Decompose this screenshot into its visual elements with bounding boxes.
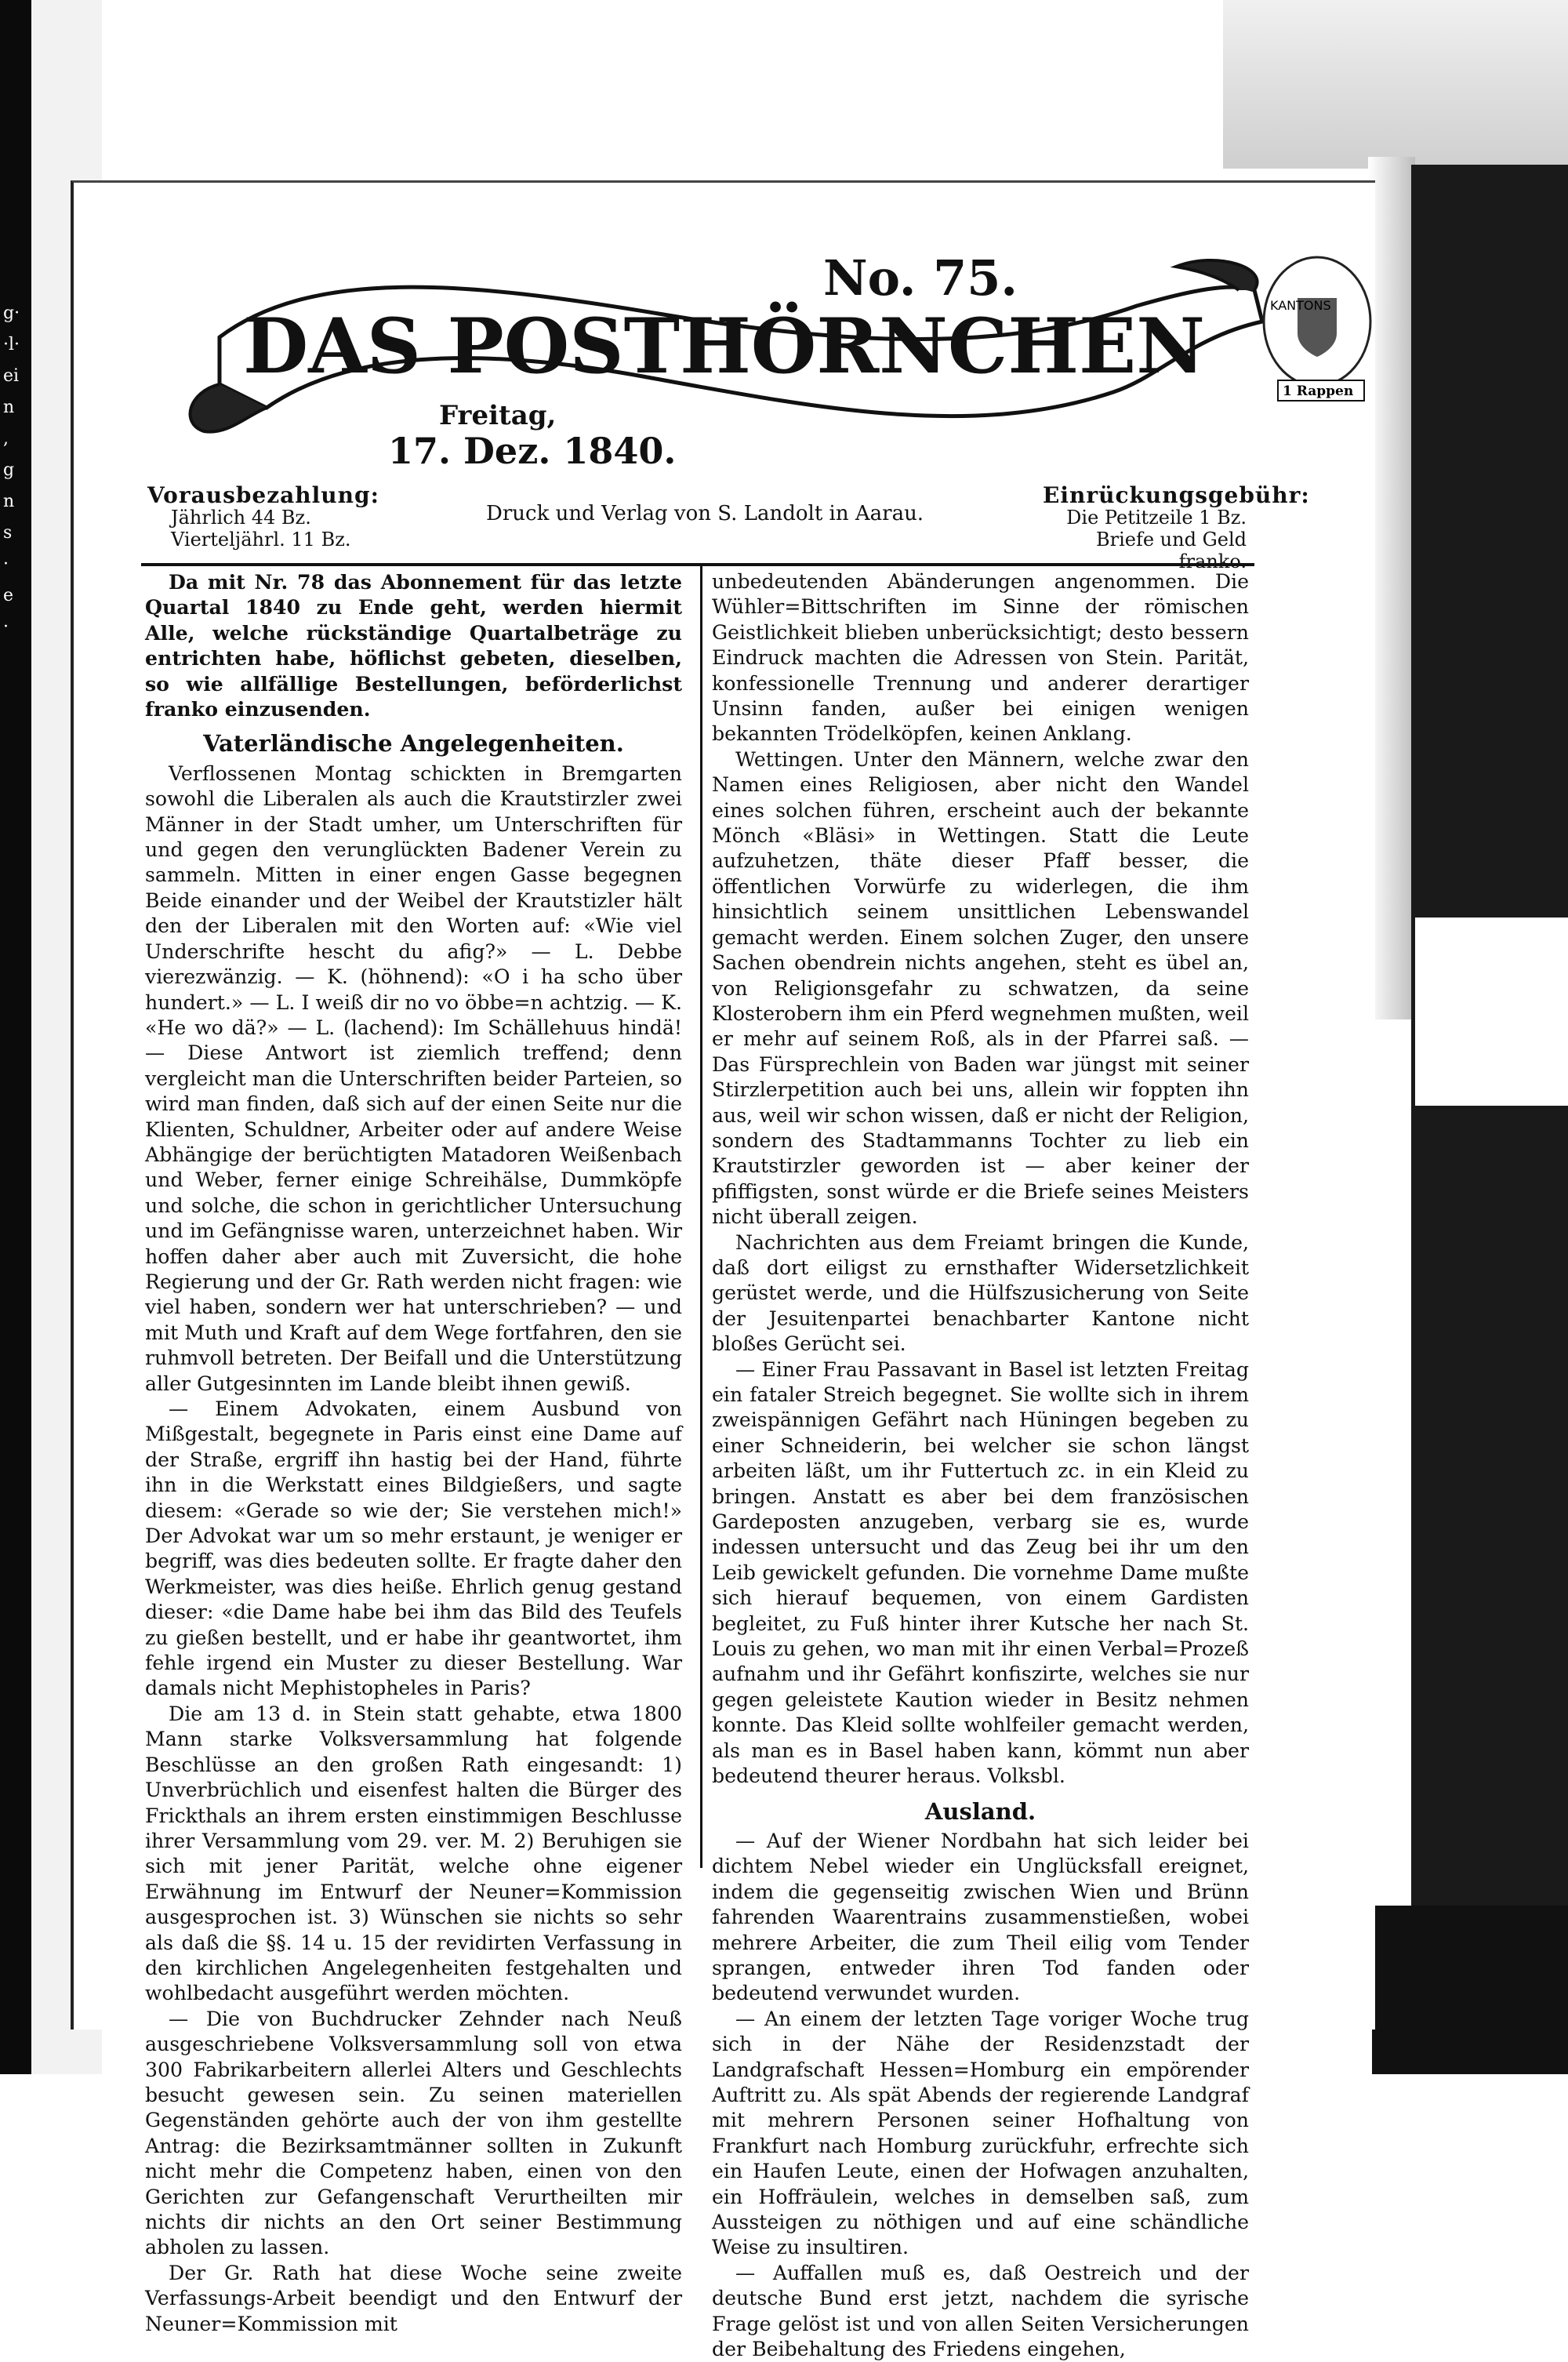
section-heading-abroad: Ausland. bbox=[924, 1797, 1036, 1825]
subscription-notice: Da mit Nr. 78 das Abonnement für das letzte Quartal 1840 zu Ende geht, werden hiermit Alle, welche rückständige Quartalbeträge zu entrichten habe, höflichst gebeten, dieselben, so wie allfällige Bestellungen, beförderlichst franko einzusenden. bbox=[145, 570, 682, 721]
scan-paper-strip bbox=[1415, 918, 1568, 1106]
article-paragraph: — Auffallen muß es, daß Oestreich und der deutsche Bund erst jetzt, nachdem die syrische Frage gelöst ist und von allen Seiten Versicherungen der Beibehaltung des Friedens eingehen, bbox=[712, 2261, 1249, 2361]
subscription-quarterly: Vierteljährl. 11 Bz. bbox=[171, 529, 351, 551]
left-column bbox=[145, 569, 682, 2337]
fragment: ei bbox=[3, 366, 20, 386]
stamp-label-top: KANTONS bbox=[1270, 298, 1331, 313]
article-paragraph: Verflossenen Montag schickten in Bremgarten sowohl die Liberalen als auch die Krautstirzler zwei Männer in der Stadt umher, um Unterschriften für und gegen den verunglückten Badener Verein zu sammeln. Mitten in einer engen Gasse begegnen Beide einander und der Weibel der Krautstizler hält den der Liberalen mit den Worten auf: «Wie viel Underschrifte hescht du afig?» — L. Debbe vierezwänzig. — K. (höhnend): «O i ha scho über hundert.» — L. I weiß dir no vo öbbe=n achtzig. — K. «He wo dä?» — L. (lachend): Im Schällehuus hindä! — Diese Antwort ist ziemlich treffend; denn vergleicht man die Unterschriften beider Parteien, so wird man finden, daß sich auf der einen Seite nur die Klienten, Schuldner, Arbeiter oder auf andere Weise Abhängige der berüchtigten Matadoren Weißenbach und Weber, ferner einige Schreihälse, Dummköpfe und solche, die schon in gerichtlicher Untersuchung und im Gefängnisse waren, unterzeichnet haben. Wir hoffen daher aber auch mit Zuversicht, die hohe Regierung und der Gr. Rath werden nicht fragen: wie viel haben, sondern wer hat unterschrieben? — und mit Muth und Kraft auf dem Wege fortfahren, den sie ruhmvoll betreten. Der Beifall und die Unterstützung aller Gutgesinnten im Lande bleibt ihnen gewiß. bbox=[145, 761, 682, 1395]
scan-shadow-top-right bbox=[1223, 0, 1568, 169]
article-paragraph: — Auf der Wiener Nordbahn hat sich leider bei dichtem Nebel wieder ein Unglücksfall ereignet, indem die gegenseitig zwischen Wien und Brünn fahrenden Waarentrains zusammenstießen, wobei mehrere Arbeiter, die zum Theil eilig vom Tender sprangen, entweder ihren Tod fanden oder bedeutend verwundet wurden. bbox=[712, 1829, 1249, 2005]
tax-stamp bbox=[1254, 251, 1372, 408]
fragment: s bbox=[3, 523, 13, 543]
scan-edge-left bbox=[0, 0, 31, 2074]
scan-edge-right bbox=[1411, 165, 1568, 2074]
fragment: ·l· bbox=[3, 335, 20, 354]
subscription-info bbox=[147, 482, 379, 551]
scan-edge-bottom-right bbox=[1372, 1906, 1568, 2074]
article-paragraph: Der Gr. Rath hat diese Woche seine zweite Verfassungs-Arbeit beendigt und den Entwurf der Neuner=Kommission mit bbox=[145, 2261, 682, 2335]
fragment: g· bbox=[3, 303, 20, 323]
fragment: · bbox=[3, 554, 9, 574]
article-paragraph: — Einem Advokaten, einem Ausbund von Mißgestalt, begegnete in Paris einst eine Dame auf der Straße, ergriff ihn hastig bei der Hand, führte ihn in die Werkstatt eines Bildgießers, und sagte diesem: «Gerade so wie der; Sie verstehen mich!» Der Advokat war um so mehr erstaunt, je weniger er begriff, was dies bedeuten sollte. Er fragte daher den Werkmeister, was dies heiße. Ehrlich genug gestand dieser: «die Dame habe bei ihm das Bild des Teufels zu gießen bestellt, und er habe ihr geantwortet, ihm fehle irgend ein Muster zu dieser Bestellung. War damals nicht Mephistopheles in Paris? bbox=[145, 1397, 682, 1700]
subscription-yearly: Jährlich 44 Bz. bbox=[171, 507, 311, 529]
masthead-title: DAS POSTHÖRNCHEN bbox=[243, 302, 1205, 391]
fragment: e bbox=[3, 586, 14, 605]
publisher-line: Druck und Verlag von S. Landolt in Aarau. bbox=[486, 502, 924, 525]
fragment: n bbox=[3, 492, 15, 511]
article-paragraph: — An einem der letzten Tage voriger Woche trug sich in der Nähe der Residenzstadt der Landgrafschaft Hessen=Homburg ein empörender Auftritt zu. Als spät Abends der regierende Landgraf mit mehrern Personen seiner Hofhaltung von Frankfurt nach Homburg zurückfuhr, erfrechte sich ein Haufen Leute, einen der Hofwagen anzuhalten, ein Hoffräulein, welches in demselben saß, zum Aussteigen zu nöthigen und auf eine schändliche Weise zu insultiren. bbox=[712, 2007, 1249, 2259]
column-divider bbox=[700, 566, 702, 1868]
insertion-fee-info bbox=[1043, 482, 1310, 572]
insertion-fee-line: Die Petitzeile 1 Bz. bbox=[1066, 507, 1247, 529]
issue-weekday: Freitag, bbox=[439, 400, 557, 431]
scan-shadow-right bbox=[1368, 157, 1415, 1019]
postage-line: Briefe und Geld franko. bbox=[1095, 529, 1247, 572]
article-paragraph: — Einer Frau Passavant in Basel ist letzten Freitag ein fataler Streich begegnet. Sie wollte sich in ihrem zweispännigen Gefährt nach Hüningen begeben zu einer Schneiderin, bei welcher sie schon längst arbeiten läßt, um ihr Futtertuch zc. in ein Kleid zu bringen. Anstatt es aber bei dem französischen Gardeposten anzugeben, verbarg sie es, wurde indessen untersucht und das Zeug bei ihr um den Leib gewickelt gefunden. Die vornehme Dame mußte sich hierauf bequemen, von einem Gardisten begleitet, zu Fuß hinter ihrer Kutsche her nach St. Louis zu gehen, wo man mit ihr einen Verbal=Prozeß aufnahm und ihr Gefährt konfiszirte, welches sie nur gegen geleistete Kaution wieder in Besitz nehmen konnte. Das Kleid sollte wohlfeiler gemacht werden, als man es in Basel haben kann, kömmt nun aber bedeutend theurer heraus. Volksbl. bbox=[712, 1357, 1249, 1788]
issue-number: No. 75. bbox=[823, 249, 1018, 307]
fragment: · bbox=[3, 617, 9, 637]
fragment: n bbox=[3, 398, 15, 417]
fragment: , bbox=[3, 429, 9, 449]
header-rule bbox=[141, 563, 1254, 566]
article-paragraph: unbedeutenden Abänderungen angenommen. Die Wühler=Bittschriften im Sinne der römischen Geistlichkeit blieben unberücksichtigt; desto bessern Eindruck machten die Adressen von Stein. Parität, konfessionelle Trennung und anderer derartiger Unsinn fanden, außer bei einigen wenigen bekannten Trödelköpfen, keinen Anklang. bbox=[712, 570, 1249, 746]
insertion-fee-title: Einrückungsgebühr: bbox=[1043, 482, 1310, 508]
article-paragraph: Wettingen. Unter den Männern, welche zwar den Namen eines Religiosen, aber nicht den Wandel eines solchen führen, erscheint auch der bekannte Mönch «Bläsi» in Wettingen. Statt die Leute aufzuhetzen, thäte dieser Pfaff besser, die öffentlichen Vorwürfe zu widerlegen, die ihm hinsichtlich seinem unsittlichen Lebenswandel gemacht werden. Einem solchen Zuger, den unsere Sachen obendrein nichts angehen, steht es übel an, von Religionsgefahr zu schwatzen, da seine Klosterobern ihm ein Pferd wegnehmen mußten, weil er mehr auf seinem Roß, als in der Pfarrei saß. — Das Fürsprechlein von Baden war jüngst mit seiner Stirzlerpetition auch bei uns, allein wir foppten ihn aus, weil wir schon wissen, daß er nicht der Religion, sondern des Stadtammanns Tochter zu lieb ein Krautstirzler geworden ist — aber keiner der pfiffigsten, sonst würde er die Briefe seines Meisters nicht überall zeigen. bbox=[712, 747, 1249, 1229]
fragment: g bbox=[3, 460, 15, 480]
right-column bbox=[712, 569, 1249, 2362]
left-margin-fragments bbox=[3, 298, 27, 643]
issue-date: 17. Dez. 1840. bbox=[388, 430, 677, 472]
subscription-title: Vorausbezahlung: bbox=[147, 482, 379, 508]
masthead-banner bbox=[172, 235, 1286, 471]
article-paragraph: Die am 13 d. in Stein statt gehabte, etwa 1800 Mann starke Volksversammlung hat folgende Beschlüsse an den großen Rath eingesandt: 1) Unverbrüchlich und eisenfest halten die Bürger des Frickthals an ihrem ersten einstimmigen Beschlusse ihrer Versammlung vom 29. ver. M. 2) Beruhigen sie sich mit jener Parität, welche ohne eigener Erwähnung im Entwurf der Neuner=Kommission ausgesprochen ist. 3) Wünschen sie nichts so sehr als daß die §§. 14 u. 15 der revidirten Verfassung in den kirchlichen Angelegenheiten festgehalten und wohlbedacht ausgeführt werden möchten. bbox=[145, 1702, 682, 2005]
section-heading-domestic: Vaterländische Angelegenheiten. bbox=[203, 730, 624, 758]
article-paragraph: — Die von Buchdrucker Zehnder nach Neuß ausgeschriebene Volksversammlung soll von etwa 300 Fabrikarbeitern allerlei Alters und Geschlechts besucht gewesen sein. Zu seinen materiellen Gegenständen gehörte auch der von ihm gestellte Antrag: die Bezirksamtmänner sollten in Zukunft nicht mehr die Competenz haben, einen von den Gerichten zur Gefangenschaft Verurtheilten mir nichts dir nichts an den Ort seiner Bestimmung abholen zu lassen. bbox=[145, 2007, 682, 2259]
stamp-label-bottom: 1 Rappen bbox=[1283, 383, 1354, 399]
article-paragraph: Nachrichten aus dem Freiamt bringen die Kunde, daß dort eiligst zu ernsthafter Widersetzlichkeit gerüstet werde, und die Hülfszusicherung von Seite der Jesuitenpartei benachbarter Kantone nicht bloßes Gerücht sei. bbox=[712, 1230, 1249, 1356]
